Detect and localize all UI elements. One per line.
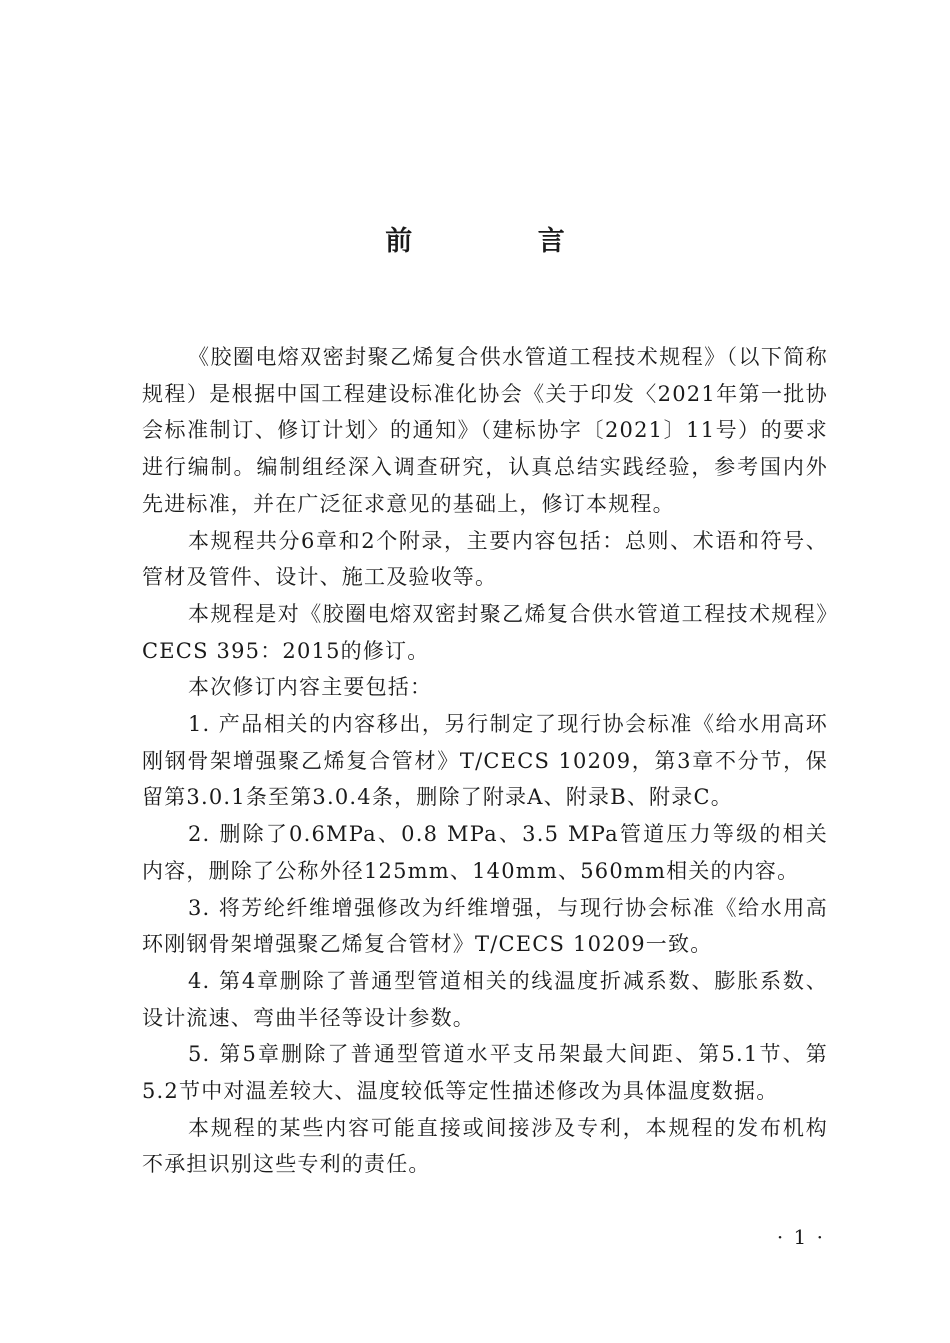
paragraph-contents: 本规程共分6章和2个附录，主要内容包括：总则、术语和符号、管材及管件、设计、施工及验收等。 <box>142 528 828 590</box>
revision-item-1: 1. 产品相关的内容移出，另行制定了现行协会标准《给水用高环刚钢骨架增强聚乙烯复合管材》T/CECS 10209，第3章不分节，保留第3.0.1条至第3.0.4条，删除了附录A、附录B、附录C。 <box>142 712 828 810</box>
revision-item-2: 2. 删除了0.6MPa、0.8 MPa、3.5 MPa管道压力等级的相关内容，删除了公称外径125mm、140mm、560mm相关的内容。 <box>142 822 828 883</box>
page-title: 前 言 <box>385 226 623 257</box>
preface-body <box>142 339 828 1183</box>
page-number: · 1 · <box>776 1225 825 1249</box>
paragraph-patent-notice: 本规程的某些内容可能直接或间接涉及专利，本规程的发布机构不承担识别这些专利的责任。 <box>142 1115 828 1177</box>
paragraph-origin: 《胶圈电熔双密封聚乙烯复合供水管道工程技术规程》（以下简称规程）是根据中国工程建设标准化协会《关于印发〈2021年第一批协会标准制订、修订计划〉的通知》（建标协字〔2021〕11号）的要求进行编制。编制组经深入调查研究，认真总结实践经验，参考国内外先进标准，并在广泛征求意见的基础上，修订本规程。 <box>142 345 828 516</box>
paragraph-revision-of: 本规程是对《胶圈电熔双密封聚乙烯复合供水管道工程技术规程》CECS 395：2015的修订。 <box>142 601 828 663</box>
paragraph-revision-intro: 本次修订内容主要包括： <box>188 675 433 700</box>
revision-item-5: 5. 第5章删除了普通型管道水平支吊架最大间距、第5.1节、第5.2节中对温差较大、温度较低等定性描述修改为具体温度数据。 <box>142 1042 828 1104</box>
revision-item-4: 4. 第4章删除了普通型管道相关的线温度折减系数、膨胀系数、设计流速、弯曲半径等设计参数。 <box>142 968 828 1030</box>
revision-item-3: 3. 将芳纶纤维增强修改为纤维增强，与现行协会标准《给水用高环刚钢骨架增强聚乙烯复合管材》T/CECS 10209一致。 <box>142 895 828 957</box>
